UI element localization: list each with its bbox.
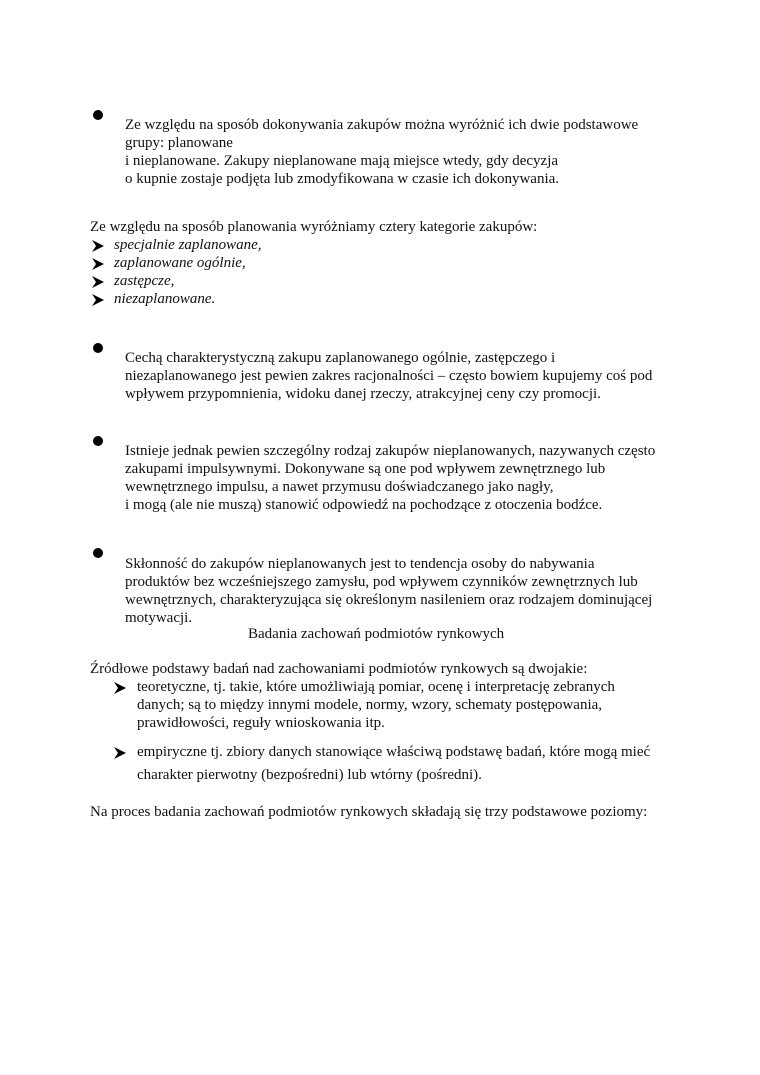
paragraph-line: zakupami impulsywnymi. Dokonywane są one pod wpływem zewnętrznego lub: [125, 461, 606, 477]
closing-paragraph: Na proces badania zachowań podmiotów rynkowych składają się trzy podstawowe poziomy:: [90, 804, 648, 820]
arrow-bullet-icon: [113, 746, 127, 760]
bullet-icon: [93, 548, 103, 558]
paragraph-line: i mogą (ale nie muszą) stanowić odpowiedź na pochodzące z otoczenia bodźce.: [125, 497, 603, 513]
list-item: niezaplanowane.: [114, 291, 216, 307]
bullet-icon: [93, 343, 103, 353]
bullet-icon: [93, 110, 103, 120]
list-item-line: prawidłowości, reguły wnioskowania itp.: [137, 715, 385, 731]
list-item: zaplanowane ogólnie,: [114, 255, 246, 271]
paragraph-line: Skłonność do zakupów nieplanowanych jest to tendencja osoby do nabywania: [125, 556, 595, 572]
arrow-bullet-icon: [113, 681, 127, 695]
bullet-icon: [93, 436, 103, 446]
paragraph-line: motywacji.: [125, 610, 193, 626]
paragraph-line: grupy: planowane: [125, 135, 233, 151]
arrow-bullet-icon: [91, 257, 105, 271]
paragraph-line: Cechą charakterystyczną zakupu zaplanowanego ogólnie, zastępczego i: [125, 350, 556, 366]
paragraph-line: wpływem przypomnienia, widoku danej rzeczy, atrakcyjnej ceny czy promocji.: [125, 386, 601, 402]
section-heading: Badania zachowań podmiotów rynkowych: [248, 626, 505, 642]
list-item: zastępcze,: [114, 273, 175, 289]
list-item-line: teoretyczne, tj. takie, które umożliwiają pomiar, ocenę i interpretację zebranych: [137, 679, 615, 695]
paragraph-line: wewnętrznego impulsu, a nawet przymusu doświadczanego jako nagły,: [125, 479, 554, 495]
paragraph-line: wewnętrznych, charakteryzująca się określonym nasileniem oraz rodzajem dominującej: [125, 592, 653, 608]
paragraph-line: niezaplanowanego jest pewien zakres racjonalności – często bowiem kupujemy coś pod: [125, 368, 653, 384]
list-intro: Źródłowe podstawy badań nad zachowaniami podmiotów rynkowych są dwojakie:: [90, 661, 588, 677]
list-item-line: charakter pierwotny (bezpośredni) lub wtórny (pośredni).: [137, 767, 482, 783]
paragraph-line: o kupnie zostaje podjęta lub zmodyfikowana w czasie ich dokonywania.: [125, 171, 560, 187]
arrow-bullet-icon: [91, 275, 105, 289]
paragraph-line: Istnieje jednak pewien szczególny rodzaj zakupów nieplanowanych, nazywanych często: [125, 443, 656, 459]
paragraph-line: i nieplanowane. Zakupy nieplanowane mają miejsce wtedy, gdy decyzja: [125, 153, 559, 169]
list-item: specjalnie zaplanowane,: [114, 237, 262, 253]
list-item-line: empiryczne tj. zbiory danych stanowiące właściwą podstawę badań, które mogą mieć: [137, 744, 651, 760]
arrow-bullet-icon: [91, 293, 105, 307]
list-item-line: danych; są to między innymi modele, normy, wzory, schematy postępowania,: [137, 697, 603, 713]
paragraph-line: produktów bez wcześniejszego zamysłu, pod wpływem czynników zewnętrznych lub: [125, 574, 638, 590]
arrow-bullet-icon: [91, 239, 105, 253]
paragraph-line: Ze względu na sposób dokonywania zakupów można wyróżnić ich dwie podstawowe: [125, 117, 639, 133]
list-intro: Ze względu na sposób planowania wyróżniamy cztery kategorie zakupów:: [90, 219, 538, 235]
